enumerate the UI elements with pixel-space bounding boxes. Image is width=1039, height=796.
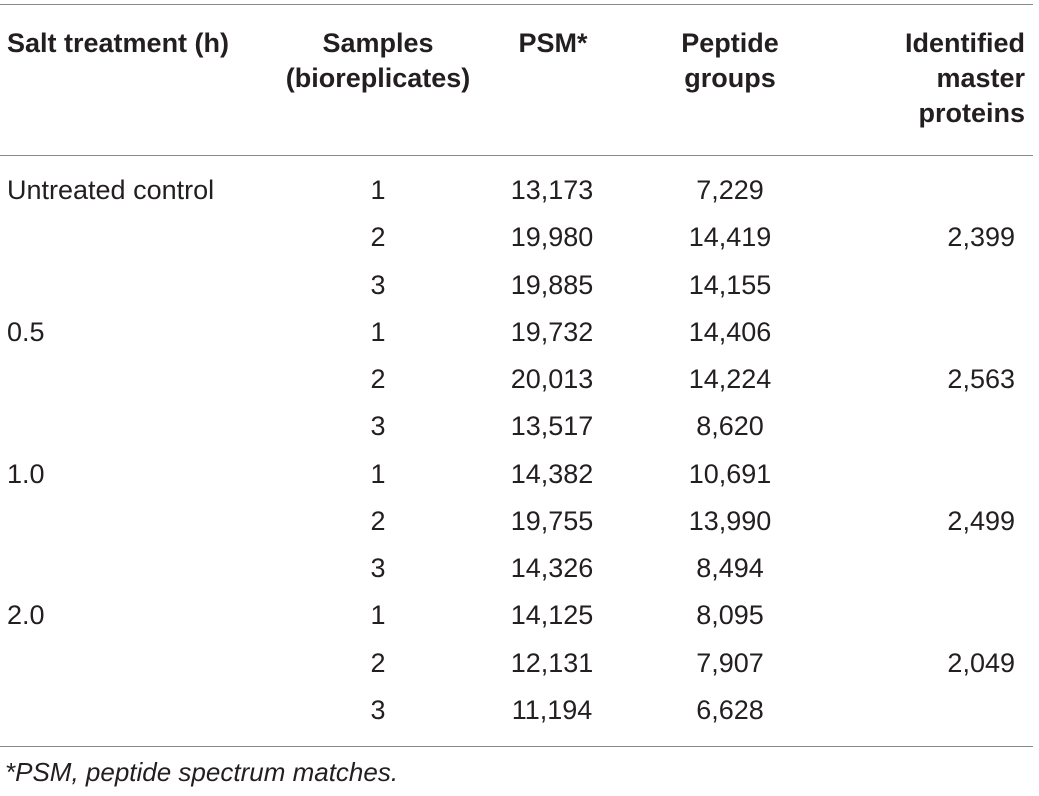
cell-psm: 14,125 xyxy=(510,600,594,631)
cell-psm: 19,732 xyxy=(510,316,594,347)
cell-master-proteins: 2,399 xyxy=(947,222,1015,253)
header-proteins-line3: proteins xyxy=(918,98,1025,128)
cell-sample: 3 xyxy=(370,694,386,725)
cell-peptide-groups: 14,155 xyxy=(688,269,772,300)
cell-peptide-groups: 7,907 xyxy=(696,647,764,678)
header-samples xyxy=(272,26,484,96)
table-row xyxy=(0,167,1033,214)
table-row xyxy=(0,214,1033,261)
cell-peptide-groups: 8,494 xyxy=(696,553,764,583)
header-samples-line1: Samples xyxy=(322,28,434,58)
cell-sample: 1 xyxy=(370,316,386,347)
cell-peptide-groups: 6,628 xyxy=(696,694,764,725)
cell-psm: 19,755 xyxy=(510,505,594,536)
cell-master-proteins: 2,499 xyxy=(947,505,1015,536)
cell-sample: 1 xyxy=(370,458,386,489)
cell-peptide-groups: 13,990 xyxy=(688,505,772,536)
cell-salt-treatment: 0.5 xyxy=(7,316,45,347)
cell-peptide-groups: 7,229 xyxy=(696,175,764,205)
cell-psm: 14,382 xyxy=(510,458,594,489)
table-row xyxy=(0,592,1033,639)
header-divider-rule xyxy=(0,155,1033,156)
header-master-proteins xyxy=(855,26,1025,131)
cell-peptide-groups: 14,224 xyxy=(688,364,772,394)
cell-sample: 3 xyxy=(370,553,386,583)
table-row xyxy=(0,640,1033,687)
cell-peptide-groups: 14,406 xyxy=(688,316,772,347)
header-proteins-line2: master xyxy=(936,63,1025,93)
cell-psm: 20,013 xyxy=(510,364,594,394)
cell-sample: 2 xyxy=(370,222,386,253)
cell-master-proteins: 2,563 xyxy=(947,364,1015,394)
cell-peptide-groups: 8,620 xyxy=(696,411,764,442)
table-row xyxy=(0,498,1033,545)
table-row xyxy=(0,451,1033,498)
cell-psm: 12,131 xyxy=(510,647,594,678)
cell-peptide-groups: 14,419 xyxy=(688,222,772,253)
cell-sample: 3 xyxy=(370,269,386,300)
table-row xyxy=(0,309,1033,356)
table-row xyxy=(0,262,1033,309)
header-peptide-groups xyxy=(660,26,800,96)
cell-sample: 1 xyxy=(370,600,386,631)
cell-salt-treatment: Untreated control xyxy=(7,175,215,205)
header-peptide-line1: Peptide xyxy=(681,28,779,58)
cell-sample: 2 xyxy=(370,364,386,394)
table-top-rule xyxy=(0,4,1033,5)
cell-sample: 1 xyxy=(370,175,386,205)
cell-psm: 11,194 xyxy=(511,694,593,725)
table-row xyxy=(0,403,1033,450)
cell-psm: 14,326 xyxy=(510,553,594,583)
table-bottom-rule xyxy=(0,746,1033,747)
cell-master-proteins: 2,049 xyxy=(947,647,1015,678)
table-row xyxy=(0,356,1033,403)
table-row xyxy=(0,687,1033,734)
cell-psm: 13,517 xyxy=(510,411,594,442)
cell-psm: 19,980 xyxy=(510,222,594,253)
cell-sample: 2 xyxy=(370,647,386,678)
header-peptide-line2: groups xyxy=(684,63,776,93)
cell-psm: 13,173 xyxy=(510,175,594,205)
cell-psm: 19,885 xyxy=(510,269,594,300)
header-salt-treatment xyxy=(7,26,229,61)
table-footnote: *PSM, peptide spectrum matches. xyxy=(5,757,399,787)
header-psm-text: PSM* xyxy=(518,28,588,58)
cell-salt-treatment: 1.0 xyxy=(7,458,45,489)
table-row xyxy=(0,545,1033,592)
cell-peptide-groups: 10,691 xyxy=(688,458,772,489)
cell-salt-treatment: 2.0 xyxy=(7,600,45,631)
header-proteins-line1: Identified xyxy=(905,28,1025,58)
cell-sample: 2 xyxy=(370,505,386,536)
header-samples-line2: (bioreplicates) xyxy=(285,63,471,93)
header-salt-text: Salt treatment (h) xyxy=(7,28,230,58)
cell-sample: 3 xyxy=(370,411,386,442)
header-psm xyxy=(488,26,618,61)
cell-peptide-groups: 8,095 xyxy=(696,600,764,631)
